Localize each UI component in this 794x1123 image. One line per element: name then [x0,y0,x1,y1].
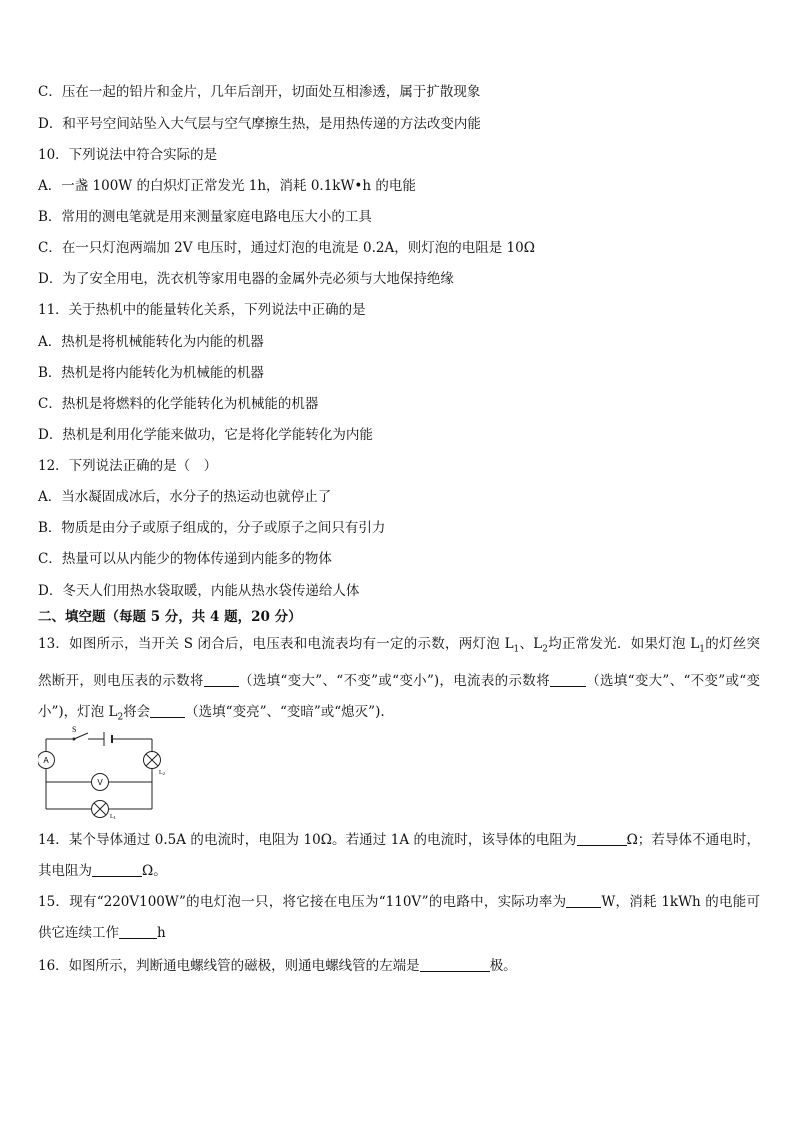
answer-blank[interactable] [119,924,157,939]
q12-stem: 12．下列说法正确的是（ ） [38,458,218,474]
answer-blank[interactable] [204,672,239,687]
lamp-l1-label: L1 [110,814,116,820]
answer-blank[interactable] [150,703,185,718]
q15-part: 15．现有“220V100W”的电灯泡一只，将它接在电压为“110V”的电路中，实际功率为 [38,894,567,910]
q16-part: 16．如图所示，判断通电螺线管的磁极，则通电螺线管的左端是 [38,958,420,974]
q14-part: Ω；若导体不通电时，其电阻为 [38,832,760,879]
answer-blank[interactable] [92,862,142,877]
subscript: 1 [513,644,520,655]
q11-option-b: B．热机是将内能转化为机械能的机器 [38,365,264,381]
q10-stem: 10．下列说法中符合实际的是 [38,147,218,163]
q11-option-a: A．热机是将机械能转化为内能的机器 [38,334,264,350]
answer-blank[interactable] [566,893,601,908]
q13-text [38,629,760,733]
answer-blank[interactable] [550,672,586,687]
q10-option-c: C．在一只灯泡两端加 2V 电压时，通过灯泡的电流是 0.2A，则灯泡的电阻是 10Ω [38,240,535,256]
q15-part: h [157,925,166,941]
lamp-l2-label: L2 [159,770,165,776]
q13-part: （选填“变大”、“不变”或“变小”)，灯泡 L [38,672,760,720]
q9-option-d: D．和平号空间站坠入大气层与空气摩擦生热，是用热传递的方法改变内能 [38,116,481,132]
q13-part: 均正常发光．如果灯泡 L [547,636,700,652]
q10-option-d: D．为了安全用电，洗衣机等家用电器的金属外壳必须与大地保持绝缘 [38,271,454,287]
q10-option-b: B．常用的测电笔就是用来测量家庭电路电压大小的工具 [38,209,372,225]
voltmeter-label: V [97,778,103,787]
q15-part: W，消耗 1kWh 的电能可供它连续工作 [38,894,760,941]
q13-part: 将会 [123,703,151,720]
switch-label: S [72,726,77,734]
q13-part: 的灯丝突然断开，则电压表的示数将 [38,636,761,689]
q13-part: 、L [519,636,543,652]
q12-option-a: A．当水凝固成冰后，水分子的热运动也就停止了 [38,489,332,505]
answer-blank[interactable] [577,831,627,846]
q10-option-a: A．一盏 100W 的白炽灯正常发光 1h，消耗 0.1kW•h 的电能 [38,178,416,194]
circuit-diagram [38,726,172,820]
q11-option-d: D．热机是利用化学能来做功，它是将化学能转化为内能 [38,427,373,443]
q13-part: （选填“变大”、“不变”或“变小”)，电流表的示数将 [238,672,550,689]
q9-option-c: C．压在一起的铅片和金片，几年后剖开，切面处互相渗透，属于扩散现象 [38,84,481,100]
q11-option-c: C．热机是将燃料的化学能转化为机械能的机器 [38,396,319,412]
q16-text [38,957,517,975]
q16-part: 极。 [489,958,517,974]
q12-option-b: B．物质是由分子或原子组成的，分子或原子之间只有引力 [38,520,386,536]
q14-part: 14．某个导体通过 0.5A 的电流时，电阻为 10Ω。若通过 1A 的电流时，该导体的电阻为 [38,832,577,848]
q14-part: Ω。 [142,863,167,879]
q13-part: （选填“变亮”、“变暗”或“熄灭”). [185,703,385,720]
subscript: 2 [542,644,548,655]
section-heading: 二、填空题（每题 5 分，共 4 题，20 分） [38,609,302,625]
answer-blank[interactable] [420,957,490,972]
q13-part: 13．如图所示，当开关 S 闭合后，电压表和电流表均有一定的示数，两灯泡 L [38,636,514,652]
q11-stem: 11．关于热机中的能量转化关系，下列说法中正确的是 [38,302,366,318]
q12-option-c: C．热量可以从内能少的物体传递到内能多的物体 [38,551,332,567]
subscript: 1 [699,644,705,655]
q15-text [38,887,760,949]
subscript: 2 [117,712,124,723]
q12-option-d: D．冬天人们用热水袋取暖，内能从热水袋传递给人体 [38,583,360,599]
ammeter-label: A [43,756,49,765]
q14-text [38,825,760,887]
